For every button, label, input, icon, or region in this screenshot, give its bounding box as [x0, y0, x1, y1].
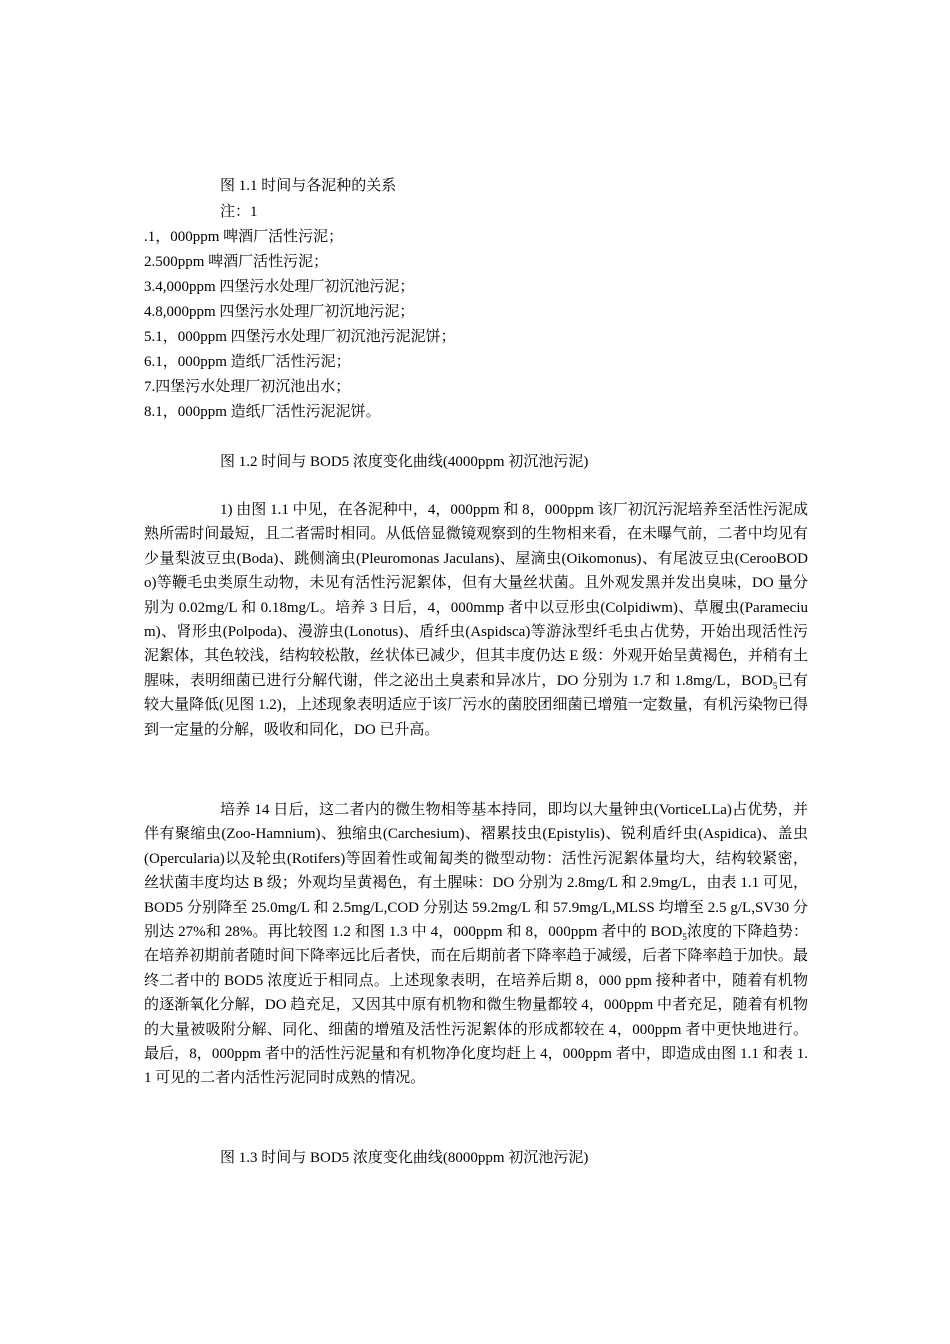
- paragraph-2-text-b: 浓度的下降趋势：在培养初期前者随时间下降率远比后者快，而在后期前者下降率趋于减缓，后者下降率趋于加快。最终二者中的 BOD5 浓度近于相同点。上述现象表明，在培养后期 8，000 ppm 接种者中，随着有机物的逐渐氧化分解，DO 趋充足，又因其中原有机物和微生物量都较 4，000ppm 中者充足，随着有机物的大量被吸附分解、同化、细菌的增殖及活性污泥絮体的形成都较在 4，000ppm 者中更快地进行。最后，8，000ppm 者中的活性污泥量和有机物净化度均赶上 4，000ppm 者中，即造成由图 1.1 和表 1.1 可见的二者内活性污泥同时成熟的情况。: [144, 924, 808, 1087]
- legend-item-1: .1，000ppm 啤酒厂活性污泥；: [144, 229, 344, 245]
- paragraph-2-text-a: 培养 14 日后，这二者内的微生物相等基本持同，即均以大量钟虫(VorticeLLa)占优势，并伴有聚缩虫(Zoo-Hamnium)、独缩虫(Carchesium)、褶累技虫(Epistylis)、锐利盾纤虫(Aspidica)、盖虫(Opercularia)以及轮虫(Rotifers)等固着性或匍匐类的微型动物：活性污泥絮体量均大，结构较紧密，丝状菌丰度均达 B 级；外观均呈黄褐色，有土腥味：DO 分别为 2.8mg/L 和 2.9mg/L，由表 1.1 可见，BOD5 分别降至 25.0mg/L 和 2.5mg/L,COD 分别达 59.2mg/L 和 57.9mg/L,MLSS 均增至 2.5 g/L,SV30 分别达 27%和 28%。再比较图 1.2 和图 1.3 中 4，000ppm 和 8，000ppm 者中的 BOD: [144, 802, 808, 941]
- legend-item-5: 5.1，000ppm 四堡污水处理厂初沉池污泥泥饼；: [144, 329, 456, 345]
- figure-1-1-note-label: 注：1: [220, 204, 258, 220]
- paragraph-1-text-a: 1) 由图 1.1 中见，在各泥种中，4，000ppm 和 8，000ppm 该厂初沉污泥培养至活性污泥成熟所需时间最短，且二者需时相同。从低倍显微镜观察到的生物相来看，在未曝气前，二者中均见有少量梨波豆虫(Boda)、跳侧滴虫(Pleuromonas Jaculans)、屋滴虫(Oikomonus)、有尾波豆虫(CerooBODo)等鞭毛虫类原生动物，未见有活性污泥絮体，但有大量丝状菌。且外观发黑并发出臭味，DO 量分别为 0.02mg/L 和 0.18mg/L。培养 3 日后，4，000mmp 者中以豆形虫(Colpidiwm)、草履虫(Paramecium)、肾形虫(Polpoda)、漫游虫(Lonotus)、盾纤虫(Aspidsca)等游泳型纤毛虫占优势，开始出现活性污泥絮体，其色较浅，结构较松散，丝状体已减少，但其丰度仍达 E 级：外观开始呈黄褐色，并稍有土腥味，表明细菌已进行分解代谢，伴之泌出土臭素和异冰片，DO 分别为 1.7 和 1.8mg/L，BOD: [144, 502, 808, 689]
- legend-item-7: 7.四堡污水处理厂初沉池出水；: [144, 379, 351, 395]
- legend-item-6: 6.1，000ppm 造纸厂活性污泥；: [144, 354, 351, 370]
- paragraph-1-subscript: 5: [772, 680, 778, 691]
- legend-item-2: 2.500ppm 啤酒厂活性污泥；: [144, 254, 329, 270]
- figure-1-2-caption: 图 1.2 时间与 BOD5 浓度变化曲线(4000ppm 初沉池污泥): [220, 454, 589, 470]
- legend-item-3: 3.4,000ppm 四堡污水处理厂初沉池污泥；: [144, 279, 415, 295]
- figure-1-1-caption: 图 1.1 时间与各泥种的关系: [220, 178, 397, 194]
- body-paragraph-2: [144, 798, 808, 1091]
- figure-1-3-caption: 图 1.3 时间与 BOD5 浓度变化曲线(8000ppm 初沉池污泥): [220, 1150, 589, 1166]
- paragraph-1-text-b: 已有较大量降低(见图 1.2)，上述现象表明适应于该厂污水的菌胶团细菌已增殖一定数量，有机污染物已得到一定量的分解，吸收和同化，DO 已升高。: [144, 672, 808, 738]
- body-paragraph-1: [144, 498, 808, 742]
- paragraph-2-subscript: 5: [682, 932, 687, 943]
- legend-item-8: 8.1，000ppm 造纸厂活性污泥泥饼。: [144, 404, 381, 420]
- legend-item-4: 4.8,000ppm 四堡污水处理厂初沉地污泥；: [144, 304, 415, 320]
